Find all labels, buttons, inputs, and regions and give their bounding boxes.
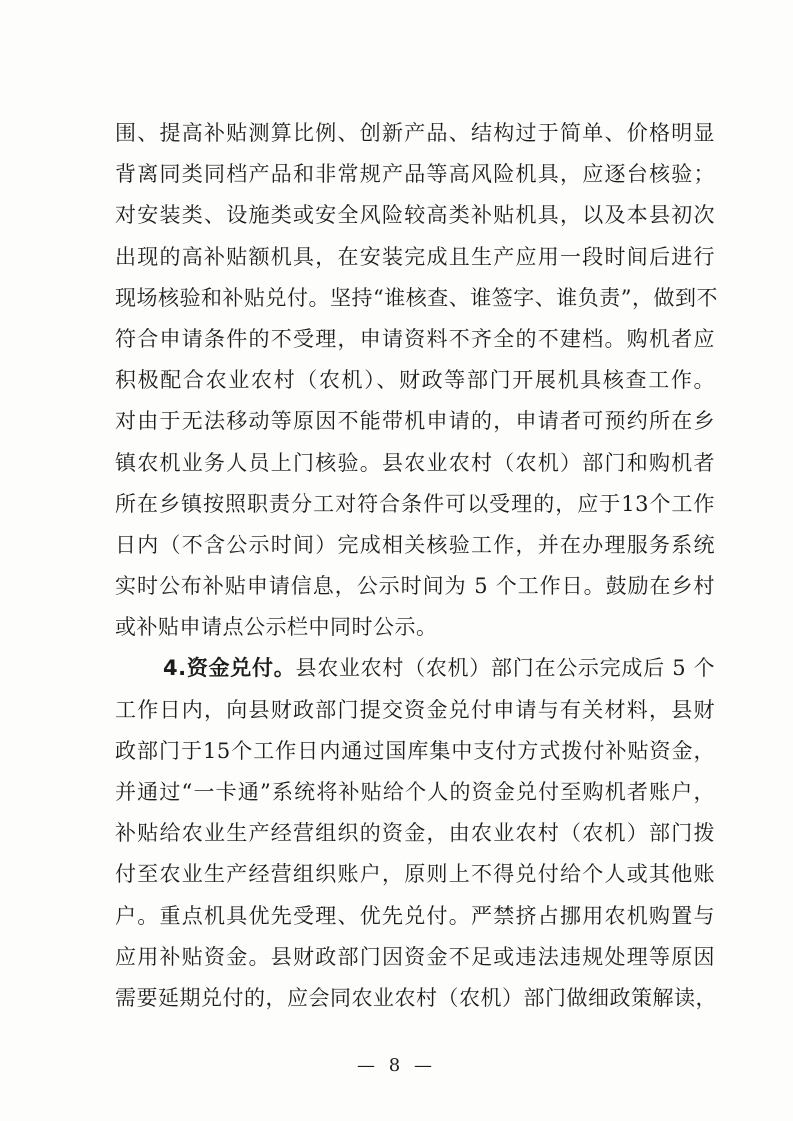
- paragraph-verification: [115, 113, 718, 648]
- paragraph-fund-payment: [115, 648, 715, 1019]
- text-line: 日内（不含公示时间）完成相关核验工作，并在办理服务系统: [115, 532, 715, 557]
- section-first-line-text: 县农业农村（农机）部门在公示完成后 5 个: [295, 656, 716, 681]
- text-line: 需要延期兑付的，应会同农业农村（农机）部门做细政策解读，: [115, 985, 717, 1010]
- text-line: 户。重点机具优先受理、优先兑付。严禁挤占挪用农机购置与: [115, 903, 715, 928]
- text-line: 并通过“一卡通”系统将补贴给个人的资金兑付至购机者账户，: [115, 780, 715, 804]
- text-line: 符合申请条件的不受理，申请资料不齐全的不建档。购机者应: [115, 326, 715, 351]
- text-line: 现场核验和补贴兑付。坚持“谁核查、谁签字、谁负责”，做到不: [115, 285, 718, 310]
- text-line: 政部门于15个工作日内通过国库集中支付方式拨付补贴资金，: [115, 738, 715, 763]
- text-line: 补贴给农业生产经营组织的资金，由农业农村（农机）部门拨: [115, 821, 715, 846]
- section-first-line: [115, 648, 715, 689]
- text-line: 付至农业生产经营组织账户，原则上不得兑付给个人或其他账: [115, 862, 715, 887]
- text-line: 对由于无法移动等原因不能带机申请的，申请者可预约所在乡: [115, 409, 715, 434]
- text-line: 背离同类同档产品和非常规产品等高风险机具，应逐台核验；: [115, 162, 715, 187]
- text-line: 积极配合农业农村（农机）、财政等部门开展机具核查工作。: [115, 368, 715, 393]
- text-line: 实时公布补贴申请信息，公示时间为 5 个工作日。鼓励在乡村: [115, 574, 715, 599]
- section-heading: 4.资金兑付。: [163, 656, 296, 681]
- text-line: 或补贴申请点公示栏中同时公示。: [115, 615, 438, 640]
- text-line: 镇农机业务人员上门核验。县农业农村（农机）部门和购机者: [115, 450, 715, 475]
- text-line: 所在乡镇按照职责分工对符合条件可以受理的，应于13个工作: [115, 491, 715, 516]
- text-line: 应用补贴资金。县财政部门因资金不足或违法违规处理等原因: [115, 944, 715, 969]
- text-line: 围、提高补贴测算比例、创新产品、结构过于简单、价格明显: [115, 121, 715, 145]
- text-line: 对安装类、设施类或安全风险较高类补贴机具，以及本县初次: [115, 203, 715, 228]
- body-text: [115, 113, 718, 1019]
- text-line: 出现的高补贴额机具，在安装完成且生产应用一段时间后进行: [115, 244, 715, 269]
- page-number: — 8 —: [357, 1055, 436, 1076]
- text-line: 工作日内，向县财政部门提交资金兑付申请与有关材料，县财: [115, 697, 715, 722]
